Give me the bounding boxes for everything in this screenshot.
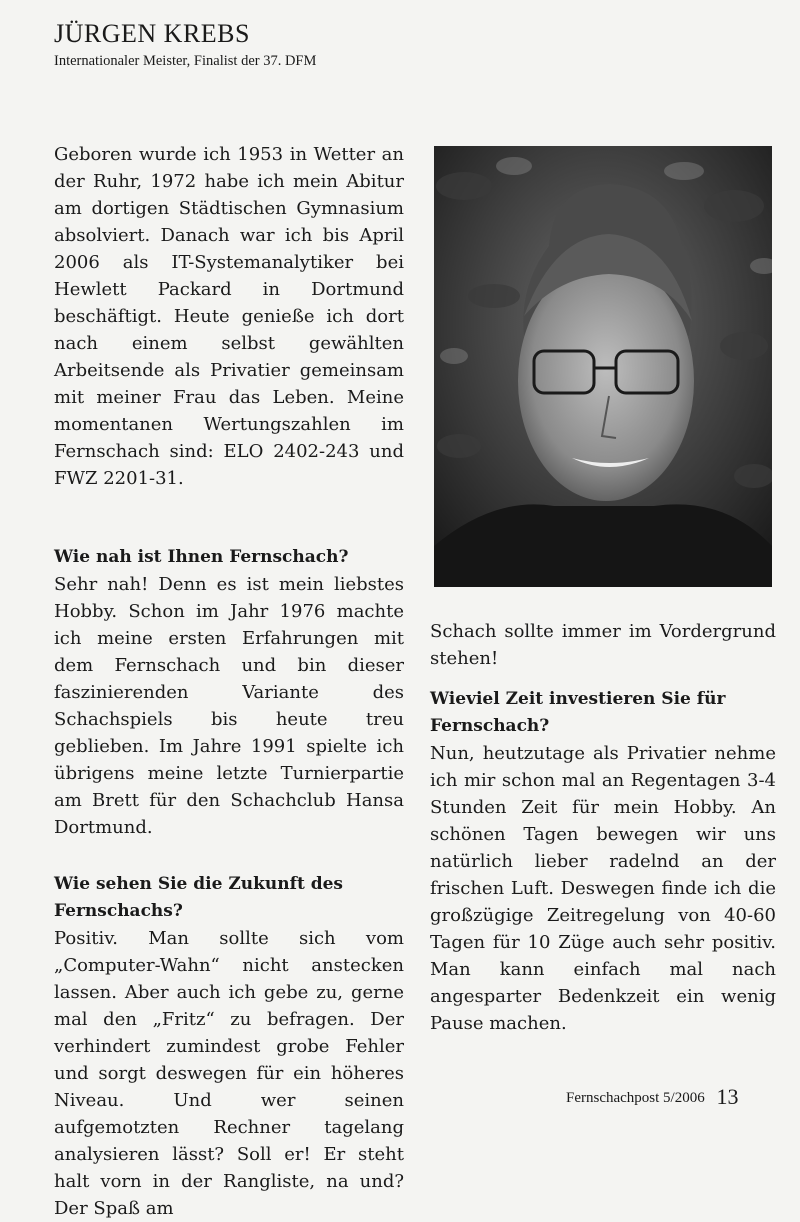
left-column — [54, 141, 404, 1222]
article-header — [54, 18, 316, 70]
intro-paragraph: Geboren wurde ich 1953 in Wetter an der Ruhr, 1972 habe ich mein Abitur am dortigen Städtischen Gymnasium absolviert. Danach war ich bis April 2006 als IT-Systemanalytiker bei Hewlett Packard in Dortmund beschäftigt. Heute genieße ich dort nach einem selbst gewählten Arbeitsende als Privatier gemeinsam mit meiner Frau das Leben. Meine momentanen Wertungszahlen im Fernschach sind: ELO 2402-243 und FWZ 2201-31. — [54, 144, 404, 489]
answer-paragraph: Sehr nah! Denn es ist mein liebstes Hobby. Schon im Jahr 1976 machte ich meine ersten Erfahrungen mit dem Fernschach und bin dieser faszinierenden Variante des Schachspiels bis heute treu geblieben. Im Jahre 1991 spielte ich übrigens meine letzte Turnierpartie am Brett für den Schachclub Hansa Dortmund. — [54, 574, 404, 838]
answer-paragraph: Nun, heutzutage als Privatier nehme ich mir schon mal an Regentagen 3-4 Stunden Zeit für mein Hobby. An schönen Tagen bewegen wir uns natürlich lieber radelnd an der frischen Luft. Deswegen finde ich die großzügige Zeitregelung von 40-60 Tagen für 10 Züge auch sehr positiv. Man kann einfach mal nach angesparter Bedenkzeit ein wenig Pause machen. — [430, 743, 776, 1034]
answer-paragraph: Positiv. Man sollte sich vom „Computer-Wahn“ nicht anstecken lassen. Aber auch ich gebe zu, gerne mal den „Fritz“ zu befragen. Der verhindert zumindest grobe Fehler und sorgt deswegen für ein höheres Niveau. Und wer seinen aufgemotzten Rechner tagelang analysieren lässt? Soll er! Er steht halt vorn in der Rangliste, na und? Der Spaß am — [54, 928, 404, 1219]
author-portrait-photo — [434, 146, 772, 587]
portrait-image — [434, 146, 772, 587]
page-footer — [566, 1084, 738, 1110]
publication-name: Fernschachpost 5/2006 — [566, 1090, 705, 1106]
right-column — [430, 618, 776, 1037]
author-name: JÜRGEN KREBS — [54, 19, 250, 48]
question-heading: Wieviel Zeit investieren Sie für Fernschach? — [430, 689, 726, 736]
author-subtitle: Internationaler Meister, Finalist der 37. DFM — [54, 53, 317, 69]
question-heading: Wie nah ist Ihnen Fernschach? — [54, 547, 349, 567]
answer-continuation: Schach sollte immer im Vordergrund stehen! — [430, 621, 776, 669]
page-number: 13 — [716, 1084, 739, 1109]
question-heading: Wie sehen Sie die Zukunft des Fernschachs? — [54, 874, 343, 921]
